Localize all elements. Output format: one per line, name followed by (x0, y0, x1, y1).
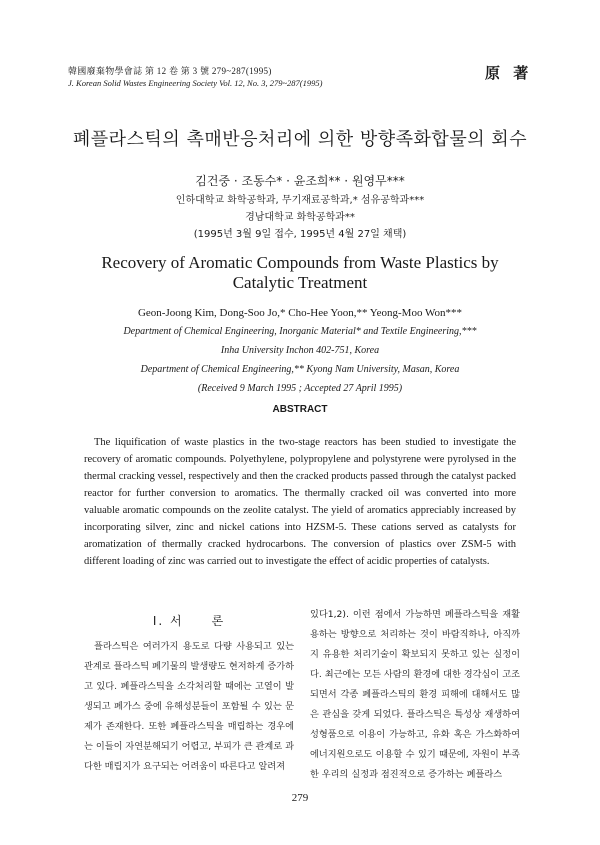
page-number: 279 (291, 792, 309, 804)
article-type-label: 原 著 (485, 64, 533, 82)
abstract-heading: ABSTRACT (272, 404, 328, 415)
authors-ko: 김건중 · 조동수* · 윤조희** · 원영무*** (195, 174, 405, 188)
affiliation-en: Department of Chemical Engineering, Inorganic Material* and Textile Engineering,*** (123, 326, 477, 337)
intro-right-column: 있다1,2). 이런 점에서 가능하면 폐플라스틱을 재활용하는 방향으로 처리하는 것이 바람직하나, 아직까지 유용한 처리기술이 확보되지 못하고 있는 실정이다. 최근에는 모든 사람의 환경에 대한 경각심이 고조되면서 각종 폐플라스틱의 환경 피해에 대해서도 많은 관심을 갖게 되었다. 플라스틱은 특성상 재생하여 성형품으로 이용이 가능하고, 유화 혹은 가스화하여 에너지원으로도 이용할 수 있기 때문에, 자원이 부족한 우리의 실정과 점진적으로 증가하는 폐플라스 (310, 609, 520, 780)
journal-citation-en: J. Korean Solid Wastes Engineering Society Vol. 12, No. 3, 279~287(1995) (68, 78, 323, 88)
affiliation-en: Department of Chemical Engineering,** Kyong Nam University, Masan, Korea (140, 364, 460, 375)
paper-title-en: Recovery of Aromatic Compounds from Waste Plastics by Catalytic Treatment (101, 253, 499, 292)
dates-en: (Received 9 March 1995 ; Accepted 27 April 1995) (197, 383, 403, 394)
affiliation-ko: 인하대학교 화학공학과, 무기재료공학과,* 섬유공학과*** (175, 195, 425, 206)
affiliation-ko: 경남대학교 화학공학과** (245, 212, 355, 223)
affiliation-en: Inha University Inchon 402-751, Korea (220, 345, 380, 356)
journal-citation-ko: 韓國廢棄物學會誌 第 12 卷 第 3 號 279~287(1995) (68, 66, 272, 76)
paper-title-ko: 폐플라스틱의 촉매반응처리에 의한 방향족화합물의 회수 (72, 129, 528, 150)
section-heading: I. 서 론 (152, 614, 226, 628)
abstract-text: The liquification of waste plastics in the two-stage reactors has been studied to investigate the recovery of aromatic compounds. Polyethylene, polypropylene and polystyrene were pyrolysed in the thermal cracking vessel, respectively and then the cracked products passed through the catalyst packed reactor for further conversion to aromatics. The thermally cracked oil was converted into more valuable aromatic compounds on the zeolite catalyst. The yield of aromatics appreciably increased by incorporating silver, zinc and nickel cations into HZSM-5. These cations served as catalysts for aromatization of thermally cracked hydrocarbons. The conversion of plastics over ZSM-5 with different loading of zinc was carried out to investigate the effect of acidic properties of catalysts. (84, 437, 516, 567)
dates-ko: (1995년 3월 9일 접수, 1995년 4월 27일 채택) (193, 229, 407, 240)
intro-left-column: 플라스틱은 여러가지 용도로 다량 사용되고 있는 관계로 플라스틱 폐기물의 발생량도 현저하게 증가하고 있다. 폐플라스틱을 소각처리할 때에는 고열이 발생되고 폐가스 중에 유해성분들이 포함될 수 있는 문제가 존재한다. 또한 폐플라스틱을 매립하는 경우에는 이들이 자연분해되기 어렵고, 부피가 큰 관계로 과다한 매립지가 요구되는 어려움이 따른다고 알려져 (84, 641, 294, 772)
authors-en: Geon-Joong Kim, Dong-Soo Jo,* Cho-Hee Yoon,** Yeong-Moo Won*** (137, 307, 463, 319)
